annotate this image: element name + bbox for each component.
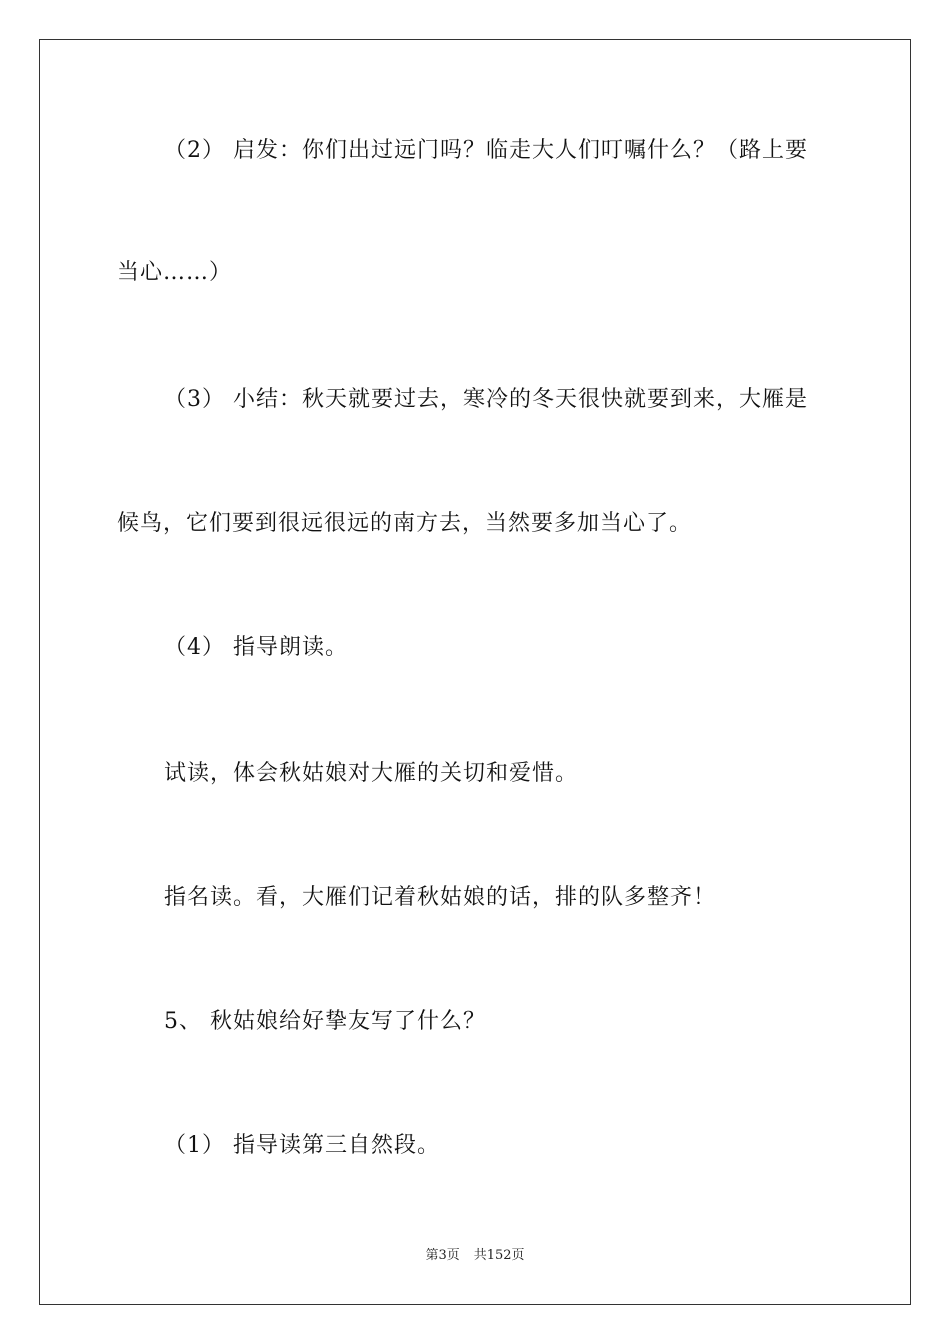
paragraph-line: 试读，体会秋姑娘对大雁的关切和爱惜。 bbox=[164, 761, 579, 786]
paragraph-line: 当心……） bbox=[117, 260, 233, 285]
paragraph-line: （1） 指导读第三自然段。 bbox=[164, 1133, 440, 1158]
page-number: 第3页 bbox=[425, 1248, 460, 1263]
paragraph-line: （2） 启发：你们出过远门吗？临走大人们叮嘱什么？（路上要 bbox=[164, 138, 808, 163]
paragraph-line: 指名读。看，大雁们记着秋姑娘的话，排的队多整齐！ bbox=[164, 885, 717, 910]
paragraph-line: 候鸟，它们要到很远很远的南方去，当然要多加当心了。 bbox=[117, 511, 693, 536]
page-border bbox=[39, 39, 911, 1305]
paragraph-line: （3） 小结：秋天就要过去，寒冷的冬天很快就要到来，大雁是 bbox=[164, 387, 808, 412]
page-total: 共152页 bbox=[473, 1248, 525, 1263]
page-footer bbox=[0, 1246, 950, 1266]
paragraph-line: 5、 秋姑娘给好挚友写了什么？ bbox=[164, 1009, 486, 1034]
paragraph-line: （4） 指导朗读。 bbox=[164, 635, 348, 660]
